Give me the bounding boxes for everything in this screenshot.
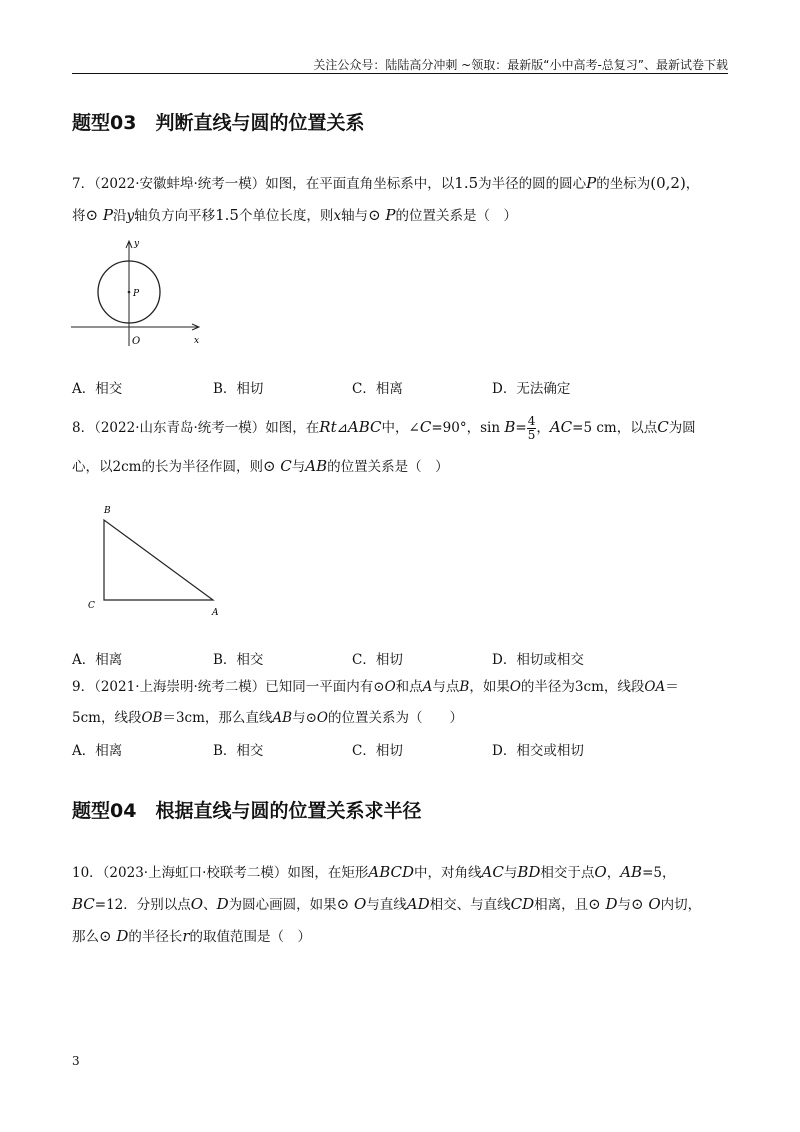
q7-figure — [66, 236, 216, 352]
q7-y-label: y — [134, 239, 140, 249]
q7-origin-label: O — [132, 336, 141, 347]
q7-x-label: x — [194, 336, 200, 346]
q7-center-dot — [128, 291, 131, 294]
q7-option-c: C．相离 — [352, 381, 403, 397]
q7-option-a: A．相交 — [72, 381, 123, 397]
q7-line-1: 7．（2022·安徽蚌埠·统考一模）如图，在平面直角坐标系中，以1.5为半径的圆的圆心P的坐标为(0,2)， — [72, 174, 700, 192]
q8-line-2: 心，以2cm的长为半径作圆，则⊙ C与AB的位置关系是（ ） — [72, 457, 449, 475]
q8-line-1: 8．（2022·山东青岛·统考一模）如图，在Rt⊿ABC中，∠C=90°，sin B= $\frac{4}{5}$ ，AC=5 cm，以点C为圆 — [72, 414, 696, 442]
q8-option-c: C．相切 — [352, 652, 403, 668]
q10-line-2: BC=12．分别以点O、D为圆心画圆，如果⊙ O与直线AD相交、与直线CD相离，且⊙ D与⊙ O内切， — [72, 895, 702, 913]
page-header: 关注公众号：陆陆高分冲刺 ~领取：最新版“小中高考-总复习”、最新试卷下载 — [313, 58, 728, 72]
q10-line-3: 那么⊙ D的半径长r的取值范围是（ ） — [72, 927, 312, 945]
q8-fraction: $\frac{4}{5}$ — [527, 414, 536, 442]
q8-label-a: A — [212, 608, 219, 618]
q7-line-2: 将⊙ P沿y轴负方向平移1.5个单位长度，则x轴与⊙ P的位置关系是（ ） — [72, 206, 517, 224]
q7-option-b: B．相切 — [213, 381, 264, 397]
q8-option-a: A．相离 — [72, 652, 123, 668]
q8-option-d: D．相切或相交 — [492, 652, 584, 668]
q9-option-c: C．相切 — [352, 743, 403, 759]
section-title-04: 题型04 根据直线与圆的位置关系求半径 — [72, 800, 422, 822]
q9-option-a: A．相离 — [72, 743, 123, 759]
q9-line-1: 9．（2021·上海崇明·统考二模）已知同一平面内有⊙O和点A与点B，如果O的半径为3cm，线段OA＝ — [72, 679, 679, 695]
q7-center-label: P — [133, 289, 140, 299]
q9-line-2: 5cm，线段OB＝3cm，那么直线AB与⊙O的位置关系为（ ） — [72, 710, 463, 726]
section-title-03: 题型03 判断直线与圆的位置关系 — [72, 112, 365, 134]
q8-label-c: C — [88, 601, 95, 611]
q8-triangle — [104, 520, 213, 600]
q8-figure — [82, 500, 232, 620]
q8-label-b: B — [104, 506, 111, 516]
header-rule — [72, 73, 728, 74]
q7-option-d: D．无法确定 — [492, 381, 571, 397]
q8-option-b: B．相交 — [213, 652, 264, 668]
q10-line-1: 10．（2023·上海虹口·校联考二模）如图，在矩形ABCD中，对角线AC与BD相交于点O，AB=5， — [72, 863, 676, 881]
q9-option-d: D．相交或相切 — [492, 743, 584, 759]
q9-option-b: B．相交 — [213, 743, 264, 759]
page-number: 3 — [72, 1054, 80, 1068]
